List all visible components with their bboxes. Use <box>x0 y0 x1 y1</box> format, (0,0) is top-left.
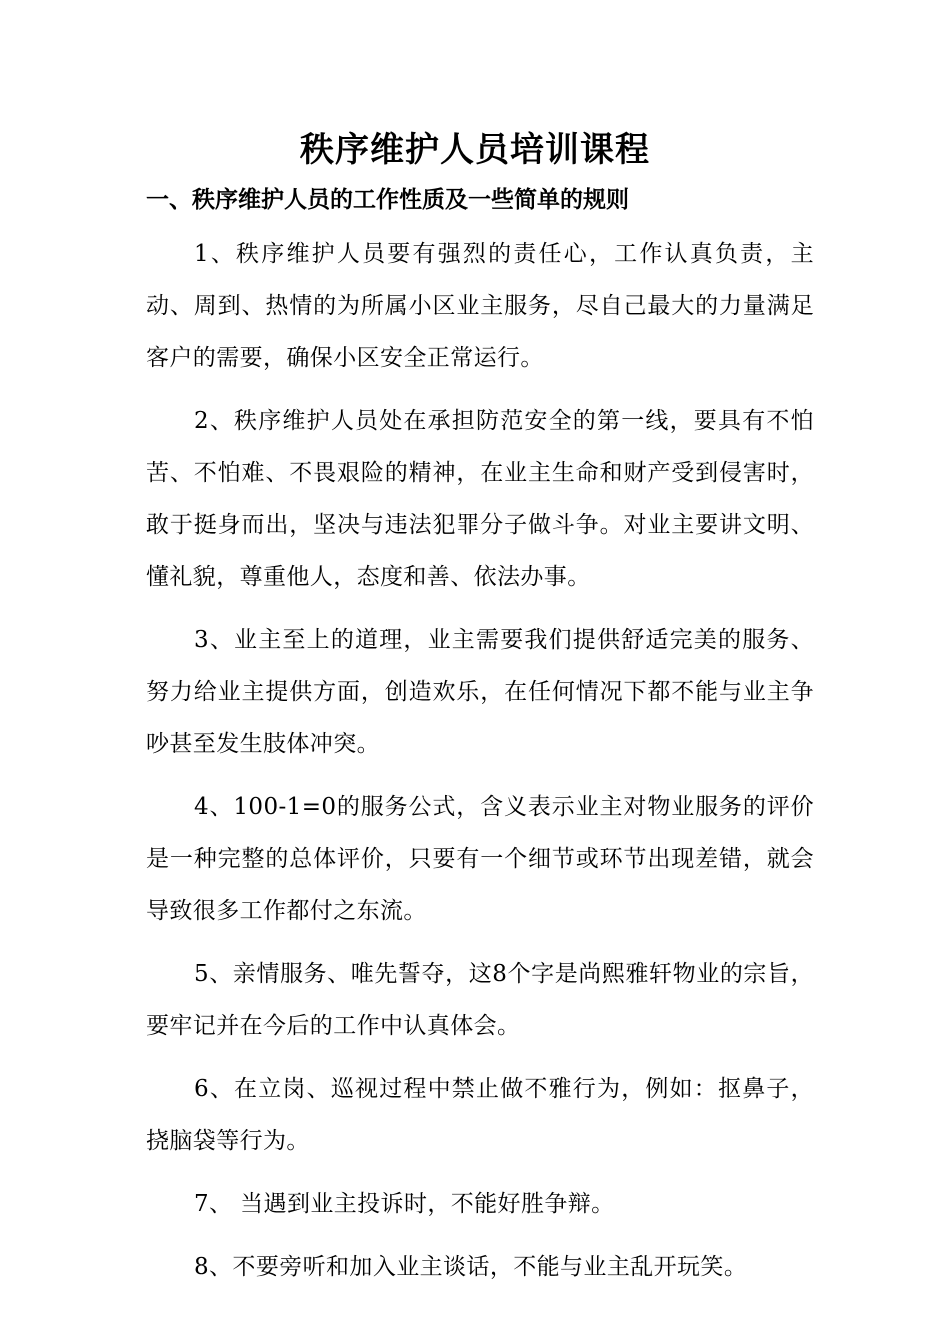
paragraph-7: 7、 当遇到业主投诉时，不能好胜争辩。 <box>194 1191 615 1217</box>
paragraph-1: 1、秩序维护人员要有强烈的责任心，工作认真负责，主动、周到、热情的为所属小区业主服务，尽自己最大的力量满足客户的需要，确保小区安全正常运行。 <box>146 241 814 371</box>
paragraph-5: 5、亲情服务、唯先誓夺，这8个字是尚熙雅轩物业的宗旨，要牢记并在今后的工作中认真体会。 <box>146 961 814 1039</box>
paragraph-4: 4、100-1=0的服务公式，含义表示业主对物业服务的评价是一种完整的总体评价，只要有一个细节或环节出现差错，就会导致很多工作都付之东流。 <box>146 794 814 924</box>
section-heading: 一、秩序维护人员的工作性质及一些简单的规则 <box>146 186 629 213</box>
document-title: 秩序维护人员培训课程 <box>300 130 650 170</box>
paragraph-2: 2、秩序维护人员处在承担防范安全的第一线，要具有不怕苦、不怕难、不畏艰险的精神，在业主生命和财产受到侵害时，敢于挺身而出，坚决与违法犯罪分子做斗争。对业主要讲文明、懂礼貌，尊重他人，态度和善、依法办事。 <box>146 408 814 590</box>
document-body <box>146 228 814 1304</box>
paragraph-8: 8、不要旁听和加入业主谈话，不能与业主乱开玩笑。 <box>194 1254 748 1280</box>
paragraph-6: 6、在立岗、巡视过程中禁止做不雅行为，例如：抠鼻子，挠脑袋等行为。 <box>146 1076 814 1154</box>
paragraph-3: 3、业主至上的道理，业主需要我们提供舒适完美的服务、努力给业主提供方面，创造欢乐，在任何情况下都不能与业主争吵甚至发生肢体冲突。 <box>146 627 814 757</box>
